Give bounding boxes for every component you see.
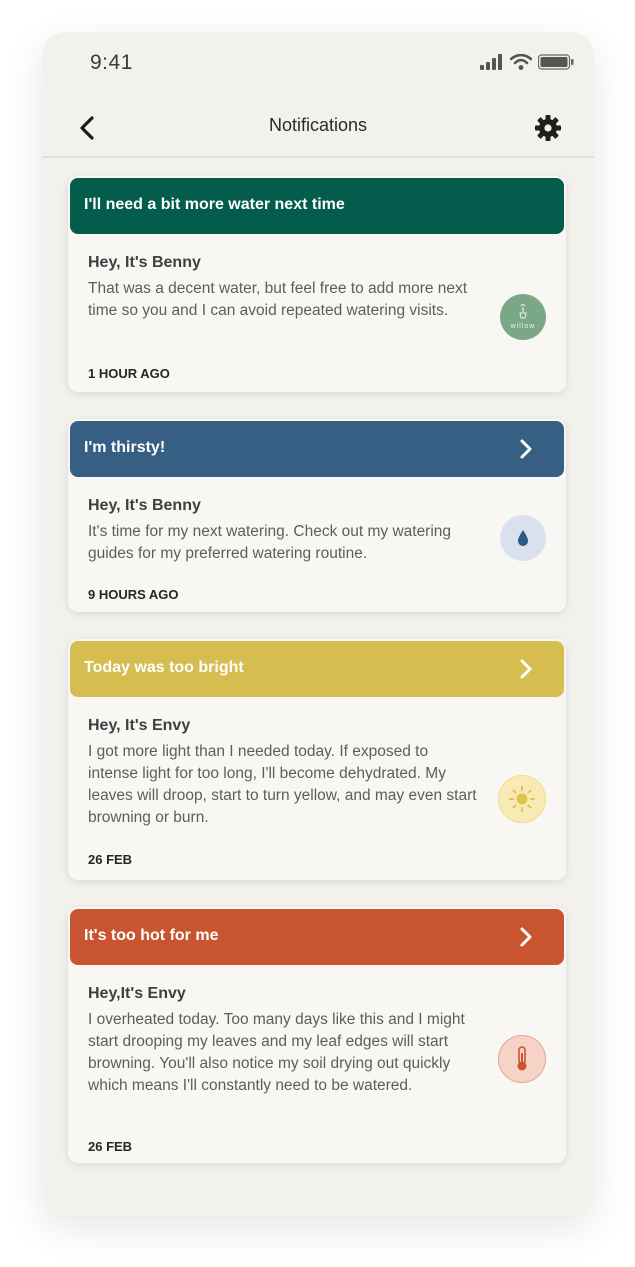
notification-message: That was a decent water, but feel free to add more next time so you and I can avoid repeated watering visits.: [88, 280, 468, 319]
notification-greeting: Hey, It's Benny: [88, 254, 201, 271]
wifi-icon: [510, 54, 532, 70]
notification-message: I got more light than I needed today. If exposed to intense light for too long, I'll become dehydrated. My leaves will droop, start to turn yellow, and may even start browning or burn.: [88, 743, 477, 826]
notification-time: 9 HOURS AGO: [88, 587, 179, 602]
notification-card[interactable]: [68, 907, 566, 1163]
notification-title: It's too hot for me: [84, 927, 219, 944]
settings-button[interactable]: [532, 112, 564, 144]
notification-card[interactable]: [68, 419, 566, 612]
status-icons: [480, 54, 574, 70]
willow-badge-text: willow: [510, 323, 536, 330]
phone-screen: [42, 32, 594, 1216]
gear-icon: [532, 112, 564, 144]
status-bar: [42, 32, 594, 94]
chevron-right-icon: [516, 437, 536, 461]
signal-icon: [480, 54, 504, 70]
notification-header[interactable]: [70, 178, 564, 234]
notification-time: 26 FEB: [88, 852, 133, 867]
notification-header[interactable]: [70, 641, 564, 697]
notification-greeting: Hey, It's Benny: [88, 497, 201, 514]
chevron-right-icon: [516, 657, 536, 681]
notification-card[interactable]: [68, 176, 566, 392]
notification-title: I'll need a bit more water next time: [84, 196, 345, 213]
notification-header[interactable]: [70, 421, 564, 477]
notification-card[interactable]: [68, 639, 566, 880]
notification-title: I'm thirsty!: [84, 439, 166, 456]
notification-time: 1 HOUR AGO: [88, 366, 170, 381]
status-time: 9:41: [90, 51, 133, 74]
notification-greeting: Hey,It's Envy: [88, 985, 186, 1002]
willow-logo-icon: [500, 294, 546, 340]
notification-time: 26 FEB: [88, 1139, 133, 1154]
notification-header[interactable]: [70, 909, 564, 965]
notification-title: Today was too bright: [84, 659, 244, 676]
page-title: Notifications: [268, 115, 368, 135]
battery-icon: [538, 54, 574, 70]
notification-message: It's time for my next watering. Check out my watering guides for my preferred watering routine.: [88, 523, 452, 562]
notification-greeting: Hey, It's Envy: [88, 717, 191, 734]
sun-icon: [498, 775, 546, 823]
thermometer-icon: [498, 1035, 546, 1083]
notification-message: I overheated today. Too many days like this and I might start drooping my leaves and my leaf edges will start browning. You'll also notice my soil drying out quickly which means I'll constantly need to be watered.: [88, 1011, 465, 1094]
water-drop-icon: [500, 515, 546, 561]
chevron-right-icon: [516, 925, 536, 949]
header: [42, 104, 594, 158]
